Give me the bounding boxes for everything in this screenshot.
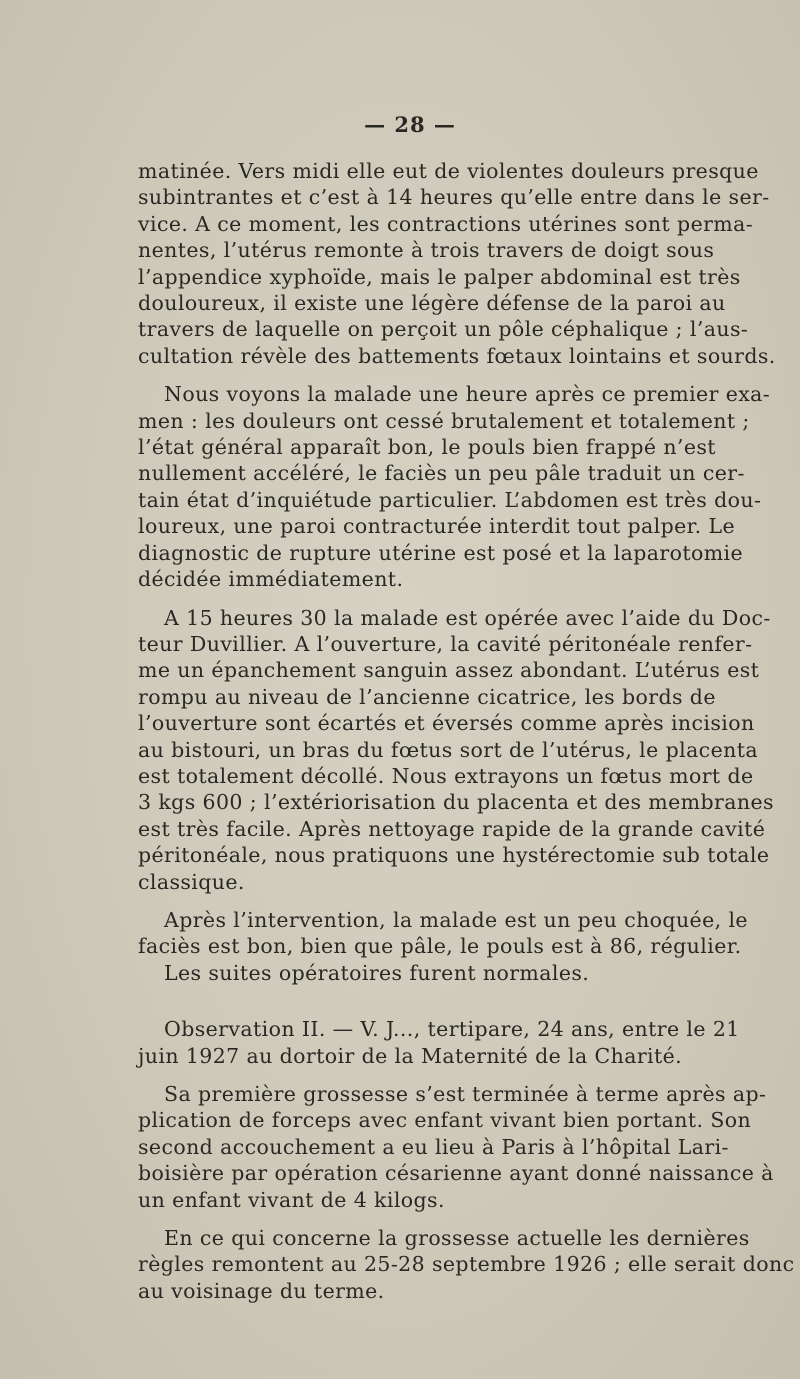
paragraph-7 [138, 1225, 795, 1304]
text-line: Après l’intervention, la malade est un peu choquée, le [164, 907, 748, 932]
text-line: matinée. Vers midi elle eut de violentes douleurs presque [138, 159, 759, 183]
text-line: me un épanchement sanguin assez abondant. L’utérus est [138, 658, 760, 683]
text-line: est totalement décollé. Nous extrayons un fœtus mort de [138, 763, 754, 788]
text-line: l’ouverture sont écartés et éversés comme après incision [138, 711, 755, 736]
text-line: un enfant vivant de 4 kilogs. [138, 1187, 445, 1212]
text-line: Sa première grossesse s’est terminée à terme après ap- [164, 1082, 767, 1106]
text-line: vice. A ce moment, les contractions utérines sont perma- [138, 211, 754, 236]
text-line: rompu au niveau de l’ancienne cicatrice, les bords de [138, 684, 716, 709]
paragraph-6 [138, 1081, 774, 1213]
text-line: diagnostic de rupture utérine est posé et la laparotomie [138, 540, 744, 565]
text-line: l’état général apparaît bon, le pouls bien frappé n’est [138, 435, 716, 460]
paragraph-1 [138, 158, 776, 369]
text-line: teur Duvillier. A l’ouverture, la cavité péritonéale renfer- [138, 631, 753, 656]
text-line: douloureux, il existe une légère défense de la paroi au [138, 291, 726, 316]
text-line: classique. [138, 869, 245, 894]
body-text [138, 158, 795, 1304]
text-line: nullement accéléré, le faciès un peu pâle traduit un cer- [138, 461, 745, 486]
text-line: faciès est bon, bien que pâle, le pouls est à 86, régulier. [138, 934, 742, 959]
text-line: au bistouri, un bras du fœtus sort de l’utérus, le placenta [138, 737, 758, 762]
text-line: Les suites opératoires furent normales. [164, 960, 590, 985]
text-line: juin 1927 au dortoir de la Maternité de la Charité. [138, 1043, 683, 1068]
text-line: 3 kgs 600 ; l’extériorisation du placenta et des membranes [138, 790, 774, 815]
text-line: Observation II. — V. J..., tertipare, 24 ans, entre le 21 [164, 1017, 740, 1042]
text-line: tain état d’inquiétude particulier. L’abdomen est très dou- [138, 487, 762, 512]
text-line: men : les douleurs ont cessé brutalement et totalement ; [138, 408, 750, 433]
text-line: Nous voyons la malade une heure après ce premier exa- [164, 382, 771, 407]
text-line: cultation révèle des battements fœtaux lointains et sourds. [138, 343, 776, 368]
text-line: au voisinage du terme. [138, 1278, 385, 1303]
text-line: l’appendice xyphoïde, mais le palper abdominal est très [138, 264, 741, 289]
text-line: A 15 heures 30 la malade est opérée avec l’aide du Doc- [164, 605, 771, 630]
text-line: plication de forceps avec enfant vivant bien portant. Son [138, 1108, 752, 1133]
text-line: règles remontent au 25-28 septembre 1926 ; elle serait donc [138, 1252, 795, 1277]
text-line: En ce qui concerne la grossesse actuelle les dernières [164, 1226, 750, 1251]
paragraph-3 [138, 605, 774, 895]
text-line: est très facile. Après nettoyage rapide de la grande cavité [138, 816, 766, 841]
page-number: — 28 — [364, 112, 456, 137]
text-line: décidée immédiatement. [138, 567, 404, 592]
text-line: second accouchement a eu lieu à Paris à l’hôpital Lari- [138, 1134, 729, 1159]
text-line: nentes, l’utérus remonte à trois travers de doigt sous [138, 238, 715, 263]
text-line: travers de laquelle on perçoit un pôle céphalique ; l’aus- [138, 317, 749, 342]
text-line: loureux, une paroi contracturée interdit tout palper. Le [138, 514, 736, 539]
observation-heading-paragraph [138, 1016, 740, 1069]
text-line: péritonéale, nous pratiquons une hystérectomie sub totale [138, 843, 770, 868]
paragraph-4 [138, 907, 748, 986]
text-line: subintrantes et c’est à 14 heures qu’elle entre dans le ser- [138, 185, 770, 210]
text-line: boisière par opération césarienne ayant donné naissance à [138, 1161, 774, 1186]
paragraph-2 [138, 381, 771, 592]
